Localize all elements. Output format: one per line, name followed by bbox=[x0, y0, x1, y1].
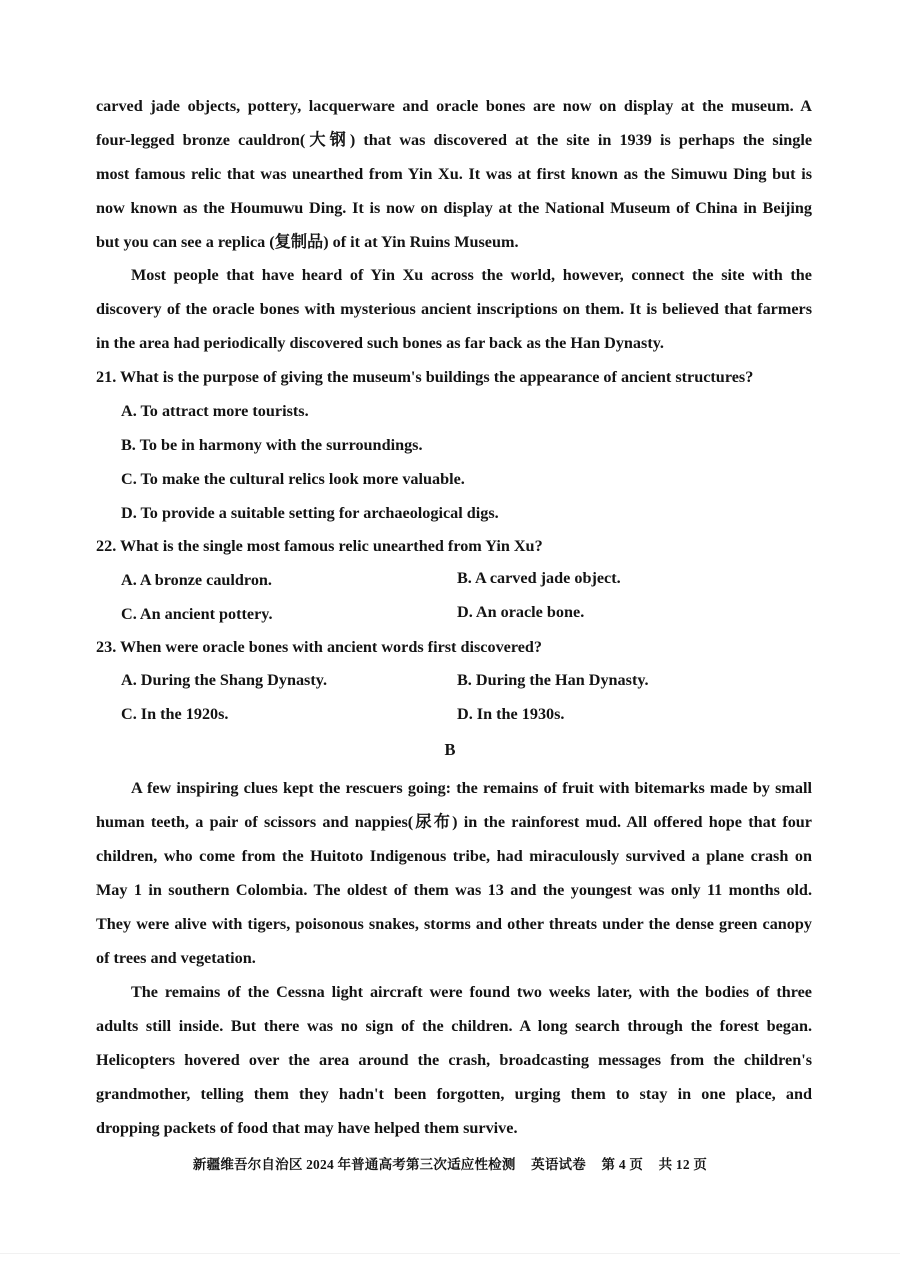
passage-a-line: most famous relic that was unearthed from Yin Xu. It was at first known as the Simuwu Ding but is bbox=[96, 165, 812, 183]
question-22-option-a: A. A bronze cauldron. bbox=[121, 571, 272, 589]
question-21-option-d: D. To provide a suitable setting for archaeological digs. bbox=[121, 504, 499, 522]
question-23-option-d: D. In the 1930s. bbox=[457, 705, 565, 723]
page-footer bbox=[0, 1153, 900, 1173]
question-21-option-b: B. To be in harmony with the surroundings. bbox=[121, 436, 423, 454]
passage-b-line: dropping packets of food that may have helped them survive. bbox=[96, 1119, 518, 1137]
footer-exam-title: 新疆维吾尔自治区 2024 年普通高考第三次适应性检测 bbox=[192, 1157, 516, 1172]
passage-b-line: A few inspiring clues kept the rescuers going: the remains of fruit with bitemarks made by small bbox=[131, 779, 812, 797]
question-23-option-b: B. During the Han Dynasty. bbox=[457, 671, 649, 689]
question-22-stem: 22. What is the single most famous relic unearthed from Yin Xu? bbox=[96, 537, 543, 555]
question-23-stem: 23. When were oracle bones with ancient words first discovered? bbox=[96, 638, 543, 656]
section-heading-b: B bbox=[444, 740, 456, 759]
passage-a-line: carved jade objects, pottery, lacquerware and oracle bones are now on display at the museum. A bbox=[96, 97, 812, 115]
passage-b-line: The remains of the Cessna light aircraft were found two weeks later, with the bodies of three bbox=[131, 983, 812, 1001]
bottom-edge-divider bbox=[0, 1253, 900, 1254]
footer-total-pages: 共 12 页 bbox=[658, 1157, 708, 1172]
passage-a-line: but you can see a replica (复制品) of it at Yin Ruins Museum. bbox=[96, 233, 519, 251]
passage-b-line: grandmother, telling them they hadn't been forgotten, urging them to stay in one place, and bbox=[96, 1085, 812, 1103]
passage-b-line: adults still inside. But there was no sign of the children. A long search through the forest began. bbox=[96, 1017, 812, 1035]
passage-a-line: discovery of the oracle bones with mysterious ancient inscriptions on them. It is believed that farmers bbox=[96, 300, 812, 318]
question-23-option-c: C. In the 1920s. bbox=[121, 705, 229, 723]
passage-b-line: May 1 in southern Colombia. The oldest of them was 13 and the youngest was only 11 months old. bbox=[96, 881, 812, 899]
passage-a-line: four-legged bronze cauldron(大钢) that was discovered at the site in 1939 is perhaps the single bbox=[96, 131, 812, 149]
passage-b-line: Helicopters hovered over the area around the crash, broadcasting messages from the children's bbox=[96, 1051, 812, 1069]
passage-b-line: They were alive with tigers, poisonous snakes, storms and other threats under the dense green canopy bbox=[96, 915, 812, 933]
footer-subject: 英语试卷 bbox=[531, 1157, 586, 1172]
passage-a-line: in the area had periodically discovered such bones as far back as the Han Dynasty. bbox=[96, 334, 664, 352]
question-21-stem: 21. What is the purpose of giving the museum's buildings the appearance of ancient structures? bbox=[96, 368, 754, 386]
question-22-option-c: C. An ancient pottery. bbox=[121, 605, 273, 623]
passage-a-line: Most people that have heard of Yin Xu across the world, however, connect the site with the bbox=[131, 266, 812, 284]
passage-b-line: of trees and vegetation. bbox=[96, 949, 256, 967]
footer-page-number: 第 4 页 bbox=[601, 1157, 644, 1172]
passage-a-line: now known as the Houmuwu Ding. It is now on display at the National Museum of China in Beijing bbox=[96, 199, 812, 217]
passage-b-line: human teeth, a pair of scissors and nappies(尿布) in the rainforest mud. All offered hope that four bbox=[96, 813, 812, 831]
question-22-option-b: B. A carved jade object. bbox=[457, 569, 621, 587]
question-21-option-a: A. To attract more tourists. bbox=[121, 402, 309, 420]
question-22-option-d: D. An oracle bone. bbox=[457, 603, 585, 621]
passage-b-line: children, who come from the Huitoto Indigenous tribe, had miraculously survived a plane crash on bbox=[96, 847, 812, 865]
question-23-option-a: A. During the Shang Dynasty. bbox=[121, 671, 327, 689]
question-21-option-c: C. To make the cultural relics look more valuable. bbox=[121, 470, 465, 488]
